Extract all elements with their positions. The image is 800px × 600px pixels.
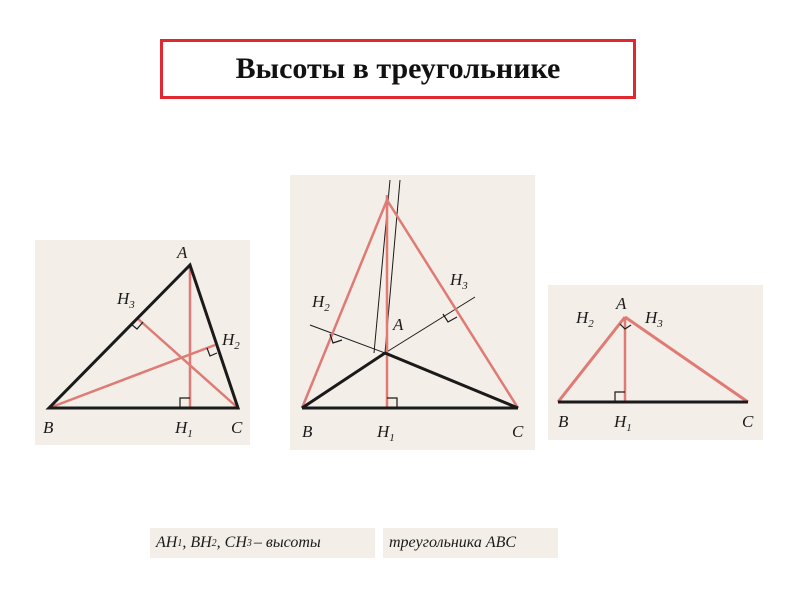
figure-acute-triangle [35, 240, 250, 445]
label-H1: $H_1$ [614, 412, 632, 434]
right-angle-H2 [207, 348, 217, 356]
caption-ah: AH [156, 534, 178, 551]
label-C: C [512, 422, 524, 441]
extension-H2 [310, 325, 385, 353]
altitude-CH3 [387, 200, 518, 408]
caption-triangle-abc-text: треугольника ABC [389, 534, 517, 551]
figure-obtuse-triangle [290, 175, 535, 450]
label-H1: $H_1$ [175, 418, 193, 440]
caption-bh-sub: 2 [211, 537, 217, 549]
label-H3: $H_3$ [645, 308, 663, 330]
caption-ch-sub: 3 [246, 537, 252, 549]
figure-right-triangle [548, 285, 763, 440]
triangle-sides [49, 265, 238, 408]
obtuse-triangle-diagram [290, 175, 535, 450]
label-A: A [393, 315, 404, 334]
page-title: Высоты в треугольнике [235, 52, 561, 85]
caption-vysoty: – высоты [253, 534, 321, 551]
label-H2: $H_2$ [222, 330, 240, 352]
label-B: B [558, 412, 569, 431]
label-A: A [616, 294, 627, 313]
right-triangle-diagram [548, 285, 763, 440]
label-H1: $H_1$ [377, 422, 395, 444]
caption-ah-sub: 1 [177, 537, 183, 549]
label-C: C [742, 412, 754, 431]
caption-altitudes [150, 528, 375, 558]
acute-triangle-diagram [35, 240, 250, 445]
label-A: A [177, 243, 188, 262]
title-box [160, 39, 636, 99]
caption-triangle-abc [383, 528, 558, 558]
caption-bh: , BH [182, 534, 212, 551]
caption-ch: , CH [216, 534, 247, 551]
label-H3: $H_3$ [450, 270, 468, 292]
label-B: B [43, 418, 54, 437]
label-H2: $H_2$ [312, 292, 330, 314]
label-H3: $H_3$ [117, 289, 135, 311]
side-AC [385, 353, 518, 408]
label-C: C [231, 418, 243, 437]
label-H2: $H_2$ [576, 308, 594, 330]
label-B: B [302, 422, 313, 441]
leg-AC [625, 317, 748, 402]
